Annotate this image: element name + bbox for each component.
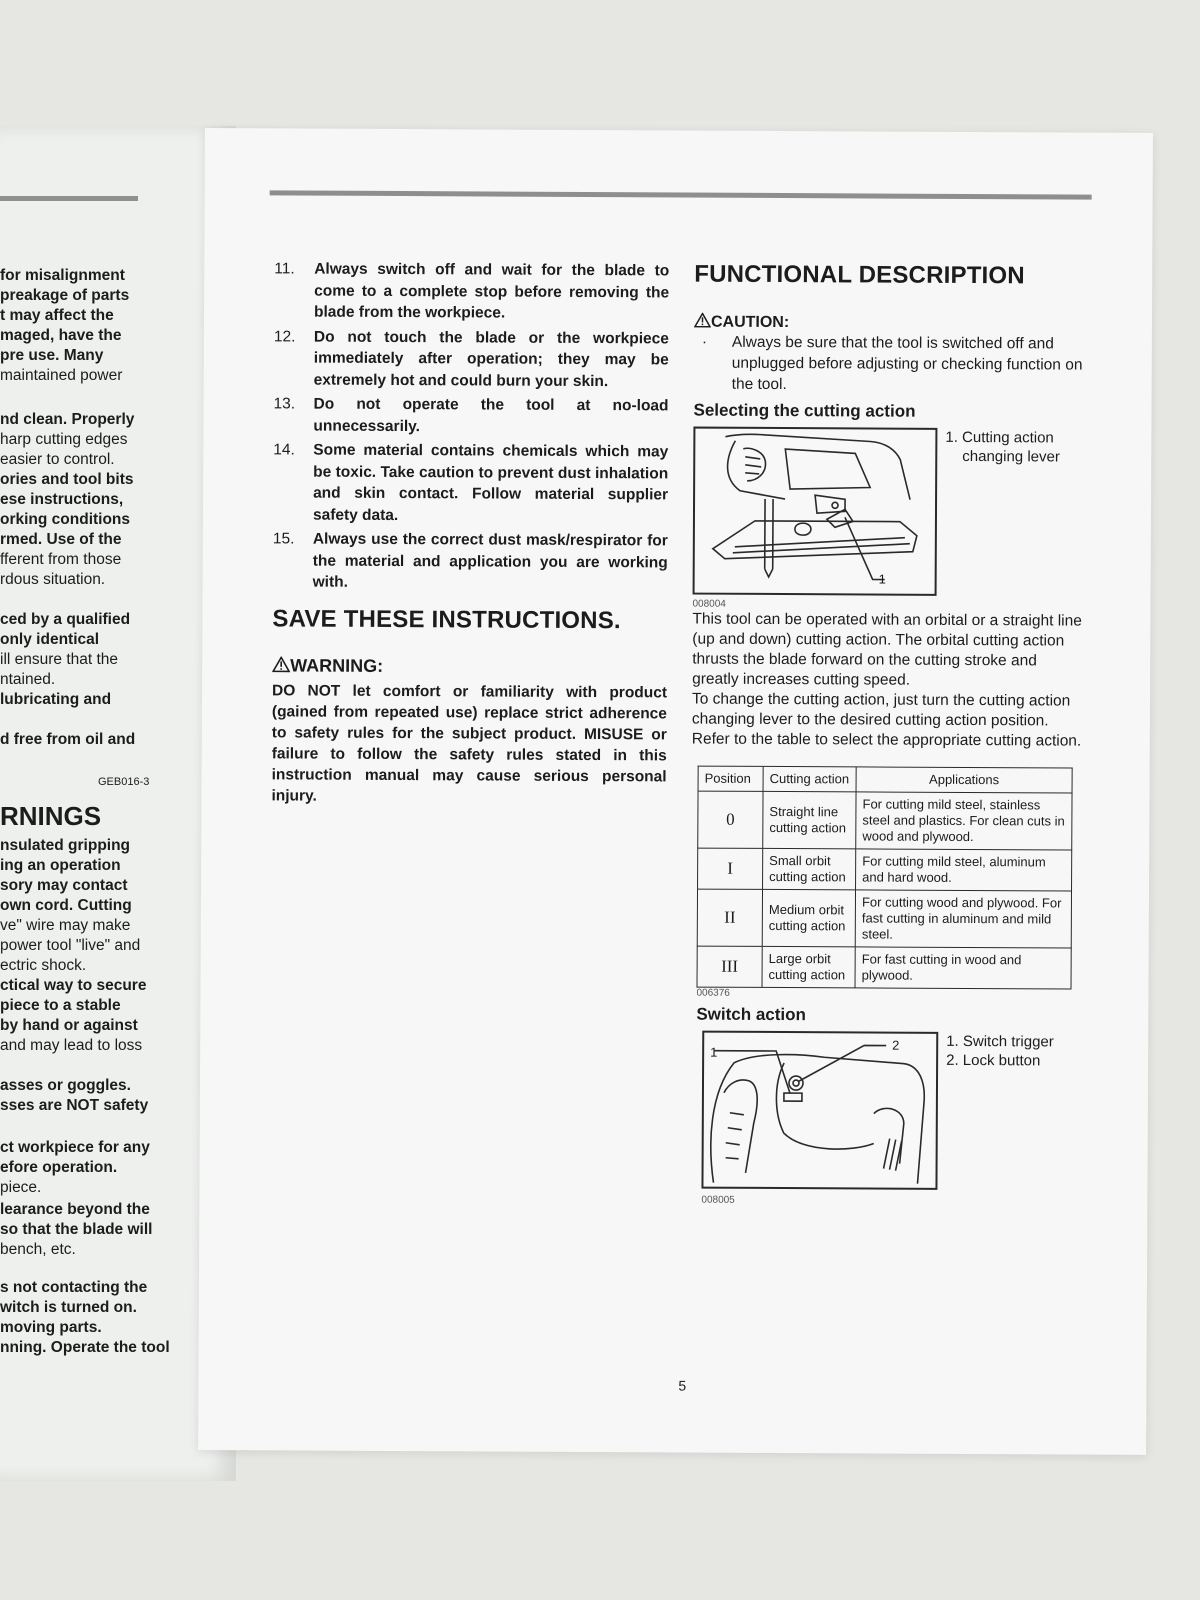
table-cell-applications: For fast cutting in wood and plywood. xyxy=(855,947,1071,989)
left-page-line: ctical way to secure xyxy=(0,977,147,994)
table-row xyxy=(697,946,1071,989)
caution-bullet: · xyxy=(701,333,708,351)
caution-heading xyxy=(694,313,1089,334)
table-cell-position: I xyxy=(698,848,763,889)
right-column xyxy=(689,261,1089,1208)
figure2-code: 008005 xyxy=(701,1194,735,1206)
warning-label: WARNING: xyxy=(290,654,384,676)
table-code: 006376 xyxy=(696,987,730,999)
left-page-line: bench, etc. xyxy=(0,1241,76,1258)
left-page-line: maged, have the xyxy=(0,327,122,344)
page-number: 5 xyxy=(678,1377,687,1394)
left-page-line: so that the blade will xyxy=(0,1221,153,1238)
left-page-line: ve" wire may make xyxy=(0,917,131,934)
figure2-legend-item-2: 2. Lock button xyxy=(946,1051,1041,1070)
figure1-legend xyxy=(945,428,1060,467)
left-page-line: GEB016-3 xyxy=(98,776,150,788)
safety-rule-number: 11. xyxy=(274,260,295,278)
left-page-line: and may lead to loss xyxy=(0,1037,143,1054)
table-cell-applications: For cutting mild steel, aluminum and hard wood. xyxy=(856,849,1072,891)
table-header-position: Position xyxy=(698,766,763,791)
save-instructions-title: SAVE THESE INSTRUCTIONS. xyxy=(272,604,621,634)
figure1-code: 008004 xyxy=(692,598,726,610)
left-page-line: asses or goggles. xyxy=(0,1077,131,1094)
left-page-line: moving parts. xyxy=(0,1319,102,1336)
left-page-line: s not contacting the xyxy=(0,1279,148,1296)
safety-rules-list xyxy=(273,258,670,595)
table-cell-applications: For cutting wood and plywood. For fast cutting in aluminum and mild steel. xyxy=(855,890,1071,948)
left-page-line: for misalignment xyxy=(0,267,125,284)
safety-rule-number: 13. xyxy=(273,395,296,413)
left-page-line: sses are NOT safety xyxy=(0,1097,149,1114)
jigsaw-lever-illustration xyxy=(693,427,938,596)
left-page-line: RNINGS xyxy=(0,801,102,831)
left-column xyxy=(271,258,669,808)
left-page-line: nsulated gripping xyxy=(0,837,131,854)
left-page-line: ced by a qualified xyxy=(0,611,131,628)
safety-rule-number: 15. xyxy=(272,530,295,548)
switch-trigger-illustration xyxy=(701,1031,938,1190)
cutting-action-table xyxy=(697,766,1073,990)
left-page-line: fferent from those xyxy=(0,551,122,568)
left-page-line: efore operation. xyxy=(0,1159,118,1176)
figure1-legend-item-cont: changing lever xyxy=(962,447,1060,466)
left-page-line: nning. Operate the tool xyxy=(0,1339,170,1356)
warning-heading xyxy=(272,655,667,678)
figure1-callout: 1 xyxy=(878,571,886,587)
left-page-line: ectric shock. xyxy=(0,957,87,974)
safety-rule-item xyxy=(273,393,668,438)
left-page-line: ing an operation xyxy=(0,857,121,874)
page-top-rule xyxy=(270,190,1092,199)
table-cell-cutting-action: Small orbit cutting action xyxy=(763,848,856,889)
table-header-cutting-action: Cutting action xyxy=(763,766,856,791)
left-page-line: witch is turned on. xyxy=(0,1299,137,1316)
caution-body: Always be sure that the tool is switched off and unplugged before adjusting or checking function on the tool. xyxy=(731,333,1083,394)
left-page-line: ct workpiece for any xyxy=(0,1139,150,1156)
cutting-action-figure xyxy=(693,427,1089,601)
left-page-line: ories and tool bits xyxy=(0,471,134,488)
safety-rule-item xyxy=(273,439,668,527)
safety-rule-text: Do not operate the tool at no-load unnecessarily. xyxy=(313,395,669,435)
left-page-line: by hand or against xyxy=(0,1017,138,1034)
figure1-legend-item: 1. Cutting action xyxy=(945,428,1054,447)
left-page-line: sory may contact xyxy=(0,877,128,894)
safety-rule-number: 12. xyxy=(273,327,296,345)
left-page-line: rdous situation. xyxy=(0,571,106,588)
caution-triangle-icon xyxy=(694,313,711,328)
left-page-line: piece to a stable xyxy=(0,997,121,1014)
left-page-line: d free from oil and xyxy=(0,731,136,748)
safety-rule-text: Do not touch the blade or the workpiece immediately after operation; they may be extremely hot and could burn your skin. xyxy=(313,328,669,390)
left-page-line: easier to control. xyxy=(0,451,115,468)
left-page-line: preakage of parts xyxy=(0,287,130,304)
left-page-line: orking conditions xyxy=(0,511,131,528)
functional-description-title: FUNCTIONAL DESCRIPTION xyxy=(694,260,1025,290)
left-page-line: only identical xyxy=(0,631,100,648)
table-header-applications: Applications xyxy=(856,767,1072,793)
safety-rule-text: Always use the correct dust mask/respirator for the material and application you are working with. xyxy=(312,530,668,591)
figure2-legend-item-1: 1. Switch trigger xyxy=(946,1032,1054,1051)
safety-rule-text: Always switch off and wait for the blade to come to a complete stop before removing the blade from the workpiece. xyxy=(313,260,670,322)
safety-rule-number: 14. xyxy=(273,441,295,459)
left-page-line: rmed. Use of the xyxy=(0,531,122,548)
table-row xyxy=(698,848,1072,891)
left-page-line: learance beyond the xyxy=(0,1201,150,1218)
left-page-line: piece. xyxy=(0,1179,42,1196)
left-page-line: t may affect the xyxy=(0,307,114,324)
table-cell-position: II xyxy=(697,889,762,946)
switch-drawing-icon xyxy=(703,1033,936,1188)
table-cell-cutting-action: Medium orbit cutting action xyxy=(762,889,855,946)
figure2-callout-2: 2 xyxy=(892,1037,900,1053)
warning-text: DO NOT let comfort or familiarity with product (gained from repeated use) replace strict adherence to safety rules for the subject product. MISUSE or failure to follow the safety rules stated in this instruction manual may cause serious personal injury. xyxy=(271,681,668,805)
paragraph-change-action: To change the cutting action, just turn the cutting action changing lever to the desired cutting action position. Refer to the table to select the appropriate cutting action. xyxy=(691,690,1082,750)
caution-label: CAUTION: xyxy=(710,313,790,332)
paragraph-orbital: This tool can be operated with an orbital or a straight line (up and down) cutting action. The orbital cutting action thrusts the blade forward on the cutting stroke and greatly increases cutting speed. xyxy=(692,610,1082,689)
caution-text xyxy=(694,332,1089,397)
left-page-line: maintained power xyxy=(0,367,123,384)
switch-action-figure xyxy=(701,1031,1085,1197)
left-page-line: lubricating and xyxy=(0,691,112,708)
warning-triangle-icon xyxy=(272,656,290,672)
table-row xyxy=(698,791,1072,850)
left-page-line: power tool "live" and xyxy=(0,937,141,954)
table-cell-position: 0 xyxy=(698,791,763,848)
manual-page xyxy=(198,128,1153,1455)
safety-rule-text: Some material contains chemicals which may be toxic. Take caution to prevent dust inhalation and skin contact. Follow material supplier safety data. xyxy=(312,441,669,524)
figure2-legend xyxy=(946,1032,1054,1071)
left-page-line: own cord. Cutting xyxy=(0,897,132,914)
left-page-line: nd clean. Properly xyxy=(0,411,135,428)
switch-action-heading: Switch action xyxy=(696,1004,806,1025)
figure2-callout-1: 1 xyxy=(710,1044,718,1060)
left-page-top-rule xyxy=(0,196,138,201)
table-cell-cutting-action: Straight line cutting action xyxy=(763,791,856,848)
safety-rule-item xyxy=(274,326,669,393)
left-page-line: ese instructions, xyxy=(0,491,124,508)
safety-rule-item xyxy=(273,528,668,595)
left-page-line: ill ensure that the xyxy=(0,651,119,668)
left-page-line: ntained. xyxy=(0,671,56,688)
table-cell-position: III xyxy=(697,946,762,987)
selecting-cutting-action-heading: Selecting the cutting action xyxy=(693,400,916,421)
left-page-line: pre use. Many xyxy=(0,347,104,364)
table-row xyxy=(697,889,1071,948)
table-cell-cutting-action: Large orbit cutting action xyxy=(762,946,855,987)
safety-rule-item xyxy=(274,258,669,325)
left-page-line: harp cutting edges xyxy=(0,431,128,448)
jigsaw-drawing-icon xyxy=(695,429,936,594)
table-cell-applications: For cutting mild steel, stainless steel and plastics. For clean cuts in wood and plywood. xyxy=(856,792,1072,850)
